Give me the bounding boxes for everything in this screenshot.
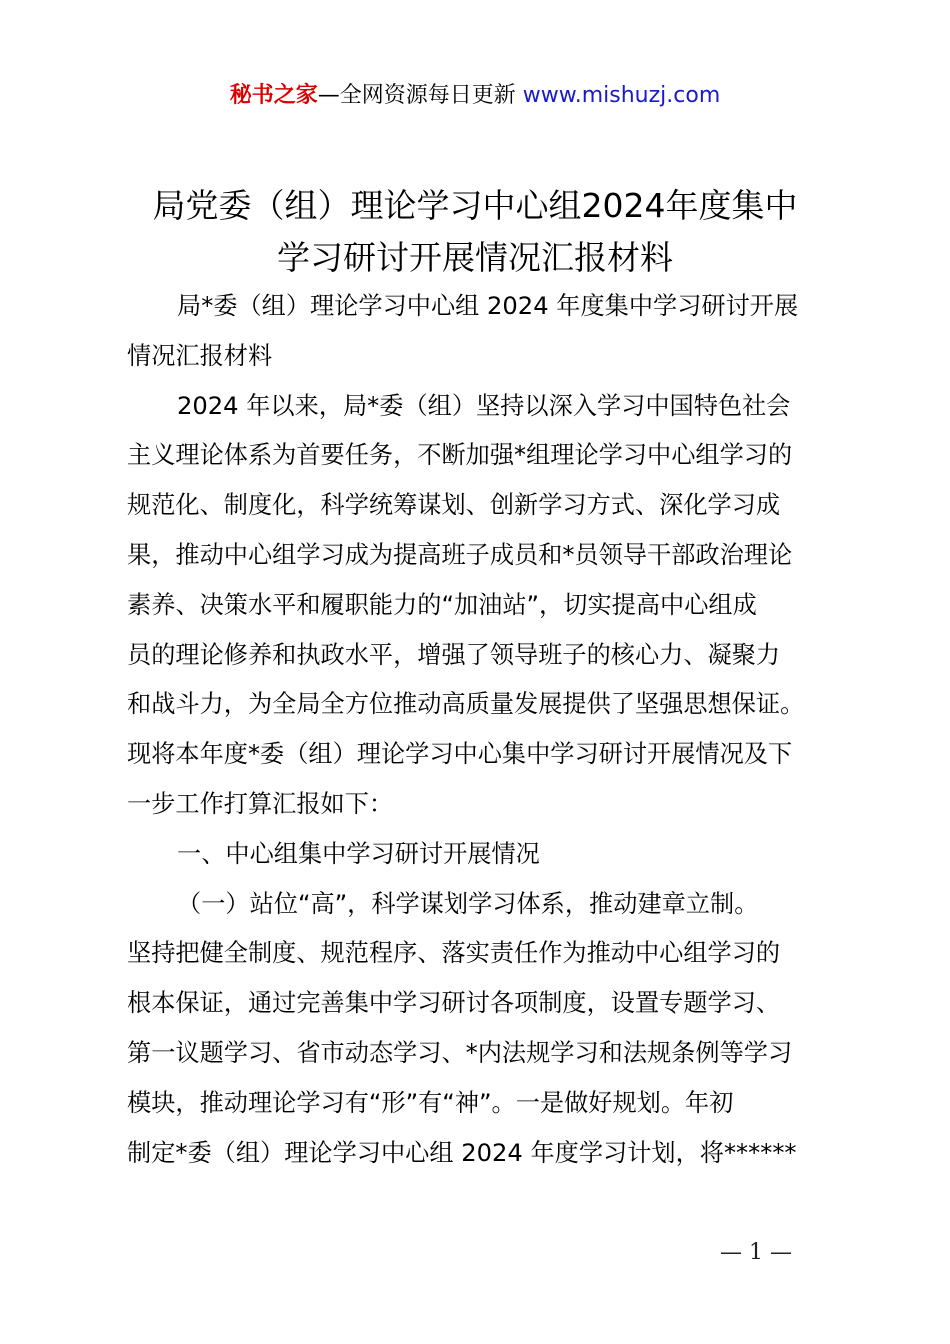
section-heading: 一、中心组集中学习研讨开展情况	[177, 839, 540, 868]
paragraph-line: 制定*委（组）理论学习中心组 2024 年度学习计划，将******	[127, 1138, 797, 1167]
paragraph-line: 2024 年以来，局*委（组）坚持以深入学习中国特色社会	[177, 391, 791, 420]
paragraph-line: 模块，推动理论学习有“形”有“神”。一是做好规划。年初	[127, 1088, 734, 1117]
paragraph-line: 坚持把健全制度、规范程序、落实责任作为推动中心组学习的	[127, 939, 781, 968]
title-line: 学习研讨开展情况汇报材料	[277, 238, 673, 277]
document-body	[127, 282, 839, 1178]
title-line: 局党委（组）理论学习中心组2024年度集中	[152, 186, 798, 225]
paragraph-line: 主义理论体系为首要任务，不断加强*组理论学习中心组学习的	[127, 441, 793, 470]
paragraph-line: 素养、决策水平和履职能力的“加油站”，切实提高中心组成	[127, 590, 757, 619]
page-number: — 1 —	[720, 1240, 792, 1265]
paragraph-line: 一步工作打算汇报如下：	[127, 789, 394, 818]
subtitle-line: 局*委（组）理论学习中心组 2024 年度集中学习研讨开展	[177, 292, 799, 320]
paragraph-line: 现将本年度*委（组）理论学习中心集中学习研讨开展情况及下	[127, 740, 793, 769]
paragraph-line: 员的理论修养和执政水平，增强了领导班子的核心力、凝聚力	[127, 640, 781, 669]
paragraph-line: 根本保证，通过完善集中学习研讨各项制度，设置专题学习、	[127, 989, 781, 1018]
subsection-heading: （一）站位“高”，科学谋划学习体系，推动建章立制。	[177, 889, 759, 918]
paragraph-line: 果，推动中心组学习成为提高班子成员和*员领导干部政治理论	[127, 540, 793, 569]
subtitle-line: 情况汇报材料	[127, 341, 273, 370]
paragraph-line: 规范化、制度化，科学统筹谋划、创新学习方式、深化学习成	[127, 491, 781, 520]
document-title	[100, 180, 850, 284]
site-slogan: —全网资源每日更新	[317, 83, 523, 108]
paragraph-line: 第一议题学习、省市动态学习、*内法规学习和法规条例等学习	[127, 1038, 793, 1067]
site-url-link[interactable]: www.mishuzj.com	[522, 83, 721, 108]
paragraph-line: 和战斗力，为全局全方位推动高质量发展提供了坚强思想保证。	[127, 690, 805, 719]
site-header	[0, 80, 950, 112]
site-brand: 秘书之家	[229, 83, 318, 108]
